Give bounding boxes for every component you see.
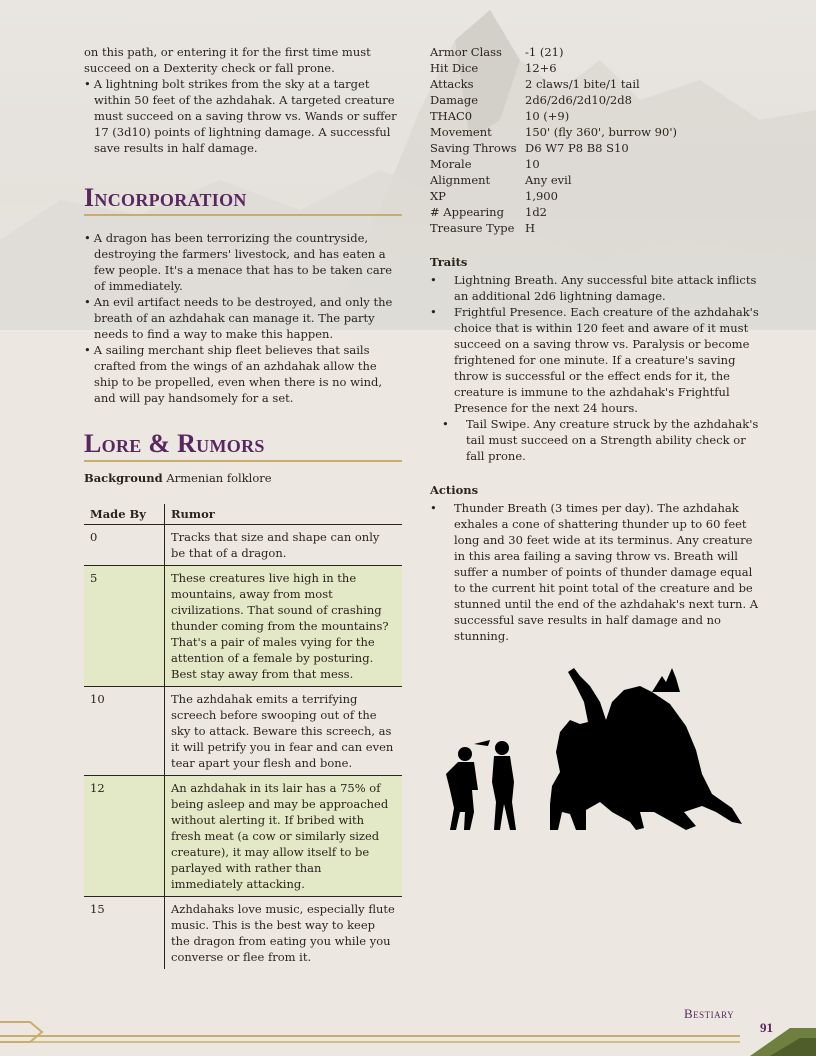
made-by-cell: 15 xyxy=(84,897,165,970)
stat-row xyxy=(430,188,760,204)
stat-row xyxy=(430,44,760,60)
stat-value: 12+6 xyxy=(525,61,557,75)
bullet-icon: • xyxy=(430,501,437,515)
rumor-cell: Azhdahaks love music, especially flute music. This is the best way to keep the dragon from eating you while you converse or flee from it. xyxy=(171,902,395,964)
rumor-header: Rumor xyxy=(165,504,403,525)
stat-value: 2d6/2d6/2d10/2d8 xyxy=(525,93,632,107)
rumor-cell: An azhdahak in its lair has a 75% of being asleep and may be approached without alerting it. If bribed with fresh meat (a cow or similarly sized creature), it may allow itself to be parlayed with rather than immediately attacking. xyxy=(165,776,403,897)
stat-value: Any evil xyxy=(525,173,572,187)
left-column xyxy=(84,44,402,969)
stat-value: 1d2 xyxy=(525,205,547,219)
page-number: 91 xyxy=(760,1020,773,1035)
stat-block xyxy=(430,44,760,236)
made-by-header: Made By xyxy=(84,504,165,525)
list-item: on this path, or entering it for the first time must succeed on a Dexterity check or fall prone. xyxy=(84,45,371,75)
stat-label: Damage xyxy=(430,93,479,107)
background-label: Background xyxy=(84,471,163,485)
list-item: • A lightning bolt strikes from the sky at a target within 50 feet of the azhdahak. A targeted creature must succeed on a saving throw vs. Wands or suffer 17 (3d10) points of lightning damage. A successful save results in half damage. xyxy=(84,76,402,156)
stat-label: Movement xyxy=(430,125,492,139)
stat-label: Saving Throws xyxy=(430,141,517,155)
stat-row xyxy=(430,92,760,108)
traits-list xyxy=(430,272,760,464)
stat-label: Morale xyxy=(430,157,472,171)
bullet-icon: • xyxy=(442,417,449,431)
actions-heading: Actions xyxy=(430,483,479,497)
right-column xyxy=(430,44,760,644)
made-by-cell: 5 xyxy=(84,566,165,687)
table-row xyxy=(84,687,402,776)
list-item: • An evil artifact needs to be destroyed, and only the breath of an azhdahak can manage it. The party needs to find a way to make this happen. xyxy=(84,294,402,342)
list-item: • Lightning Breath. Any successful bite attack inflicts an additional 2d6 lightning damage. xyxy=(430,273,757,303)
table-row xyxy=(84,566,402,687)
list-item: • Tail Swipe. Any creature struck by the azhdahak's tail must succeed on a Strength ability check or fall prone. xyxy=(442,417,759,463)
made-by-cell: 0 xyxy=(84,525,165,566)
rumor-cell: These creatures live high in the mountains, away from most civilizations. That sound of crashing thunder coming from the mountains? That's a pair of males vying for the attention of a female by posturing. Best stay away from that mess. xyxy=(165,566,403,687)
incorporation-heading: Incorporation xyxy=(84,184,402,216)
stat-row xyxy=(430,156,760,172)
stat-value: H xyxy=(525,221,536,235)
table-row xyxy=(84,897,402,970)
stat-row xyxy=(430,172,760,188)
stat-value: 150' (fly 360', burrow 90') xyxy=(525,125,677,139)
list-item: • A dragon has been terrorizing the countryside, destroying the farmers' livestock, and has eaten a few people. It's a menace that has to be taken care of immediately. xyxy=(84,230,402,294)
stat-label: Attacks xyxy=(430,77,474,91)
lore-rumors-heading: Lore & Rumors xyxy=(84,430,402,462)
list-item: • Frightful Presence. Each creature of the azhdahak's choice that is within 120 feet and aware of it must succeed on a saving throw vs. Paralysis or become frightened for one minute. If a creature's saving throw is successful or the effect ends for it, the creature is immune to the azhdahak's Frightful Presence for the next 24 hours. xyxy=(430,305,759,415)
stat-label: # Appearing xyxy=(430,205,504,219)
actions-list xyxy=(430,500,760,644)
stat-row xyxy=(430,76,760,92)
stat-label: Alignment xyxy=(430,173,491,187)
stat-row xyxy=(430,108,760,124)
background-line xyxy=(84,470,402,486)
stat-label: Treasure Type xyxy=(430,221,515,235)
stat-row xyxy=(430,140,760,156)
adventurers-and-dragon-silhouette xyxy=(440,662,750,837)
list-item: • Thunder Breath (3 times per day). The azhdahak exhales a cone of shattering thunder up to 60 feet long and 30 feet wide at its terminus. Any creature in this area failing a saving throw vs. Breath will suffer a number of points of thunder damage equal to the current hit point total of the creature and be stunned until the end of the azhdahak's next turn. A successful save results in half damage and no stunning. xyxy=(430,501,759,643)
stat-label: XP xyxy=(430,189,446,203)
stat-value: D6 W7 P8 B8 S10 xyxy=(525,141,629,155)
stat-label: THAC0 xyxy=(430,109,473,123)
traits-heading: Traits xyxy=(430,255,468,269)
rumor-cell: Tracks that size and shape can only be that of a dragon. xyxy=(165,525,403,566)
table-row xyxy=(84,776,402,897)
background-value: Armenian folklore xyxy=(166,471,272,485)
stat-row xyxy=(430,204,760,220)
bullet-icon: • xyxy=(430,305,437,319)
made-by-cell: 12 xyxy=(84,776,165,897)
rumors-table xyxy=(84,504,402,969)
table-row xyxy=(84,525,402,566)
footer-section-title: Bestiary xyxy=(684,1006,735,1021)
made-by-cell: 10 xyxy=(84,687,165,776)
stat-label: Armor Class xyxy=(430,45,502,59)
stat-row xyxy=(430,124,760,140)
hazard-bullet-list xyxy=(84,44,402,156)
stat-value: 10 xyxy=(525,157,540,171)
list-item: • A sailing merchant ship fleet believes that sails crafted from the wings of an azhdahak allow the ship to be propelled, even when there is no wind, and will pay handsomely for a set. xyxy=(84,342,402,406)
rumor-cell: The azhdahak emits a terrifying screech before swooping out of the sky to attack. Beware this screech, as it will petrify you in fear and can even tear apart your flesh and bone. xyxy=(165,687,403,776)
stat-value: 2 claws/1 bite/1 tail xyxy=(525,77,640,91)
incorporation-list xyxy=(84,230,402,406)
stat-value: 1,900 xyxy=(525,189,558,203)
stat-value: -1 (21) xyxy=(525,45,564,59)
stat-row xyxy=(430,220,760,236)
table-header-row xyxy=(84,504,402,525)
stat-row xyxy=(430,60,760,76)
stat-value: 10 (+9) xyxy=(525,109,570,123)
stat-label: Hit Dice xyxy=(430,61,479,75)
bullet-icon: • xyxy=(430,273,437,287)
